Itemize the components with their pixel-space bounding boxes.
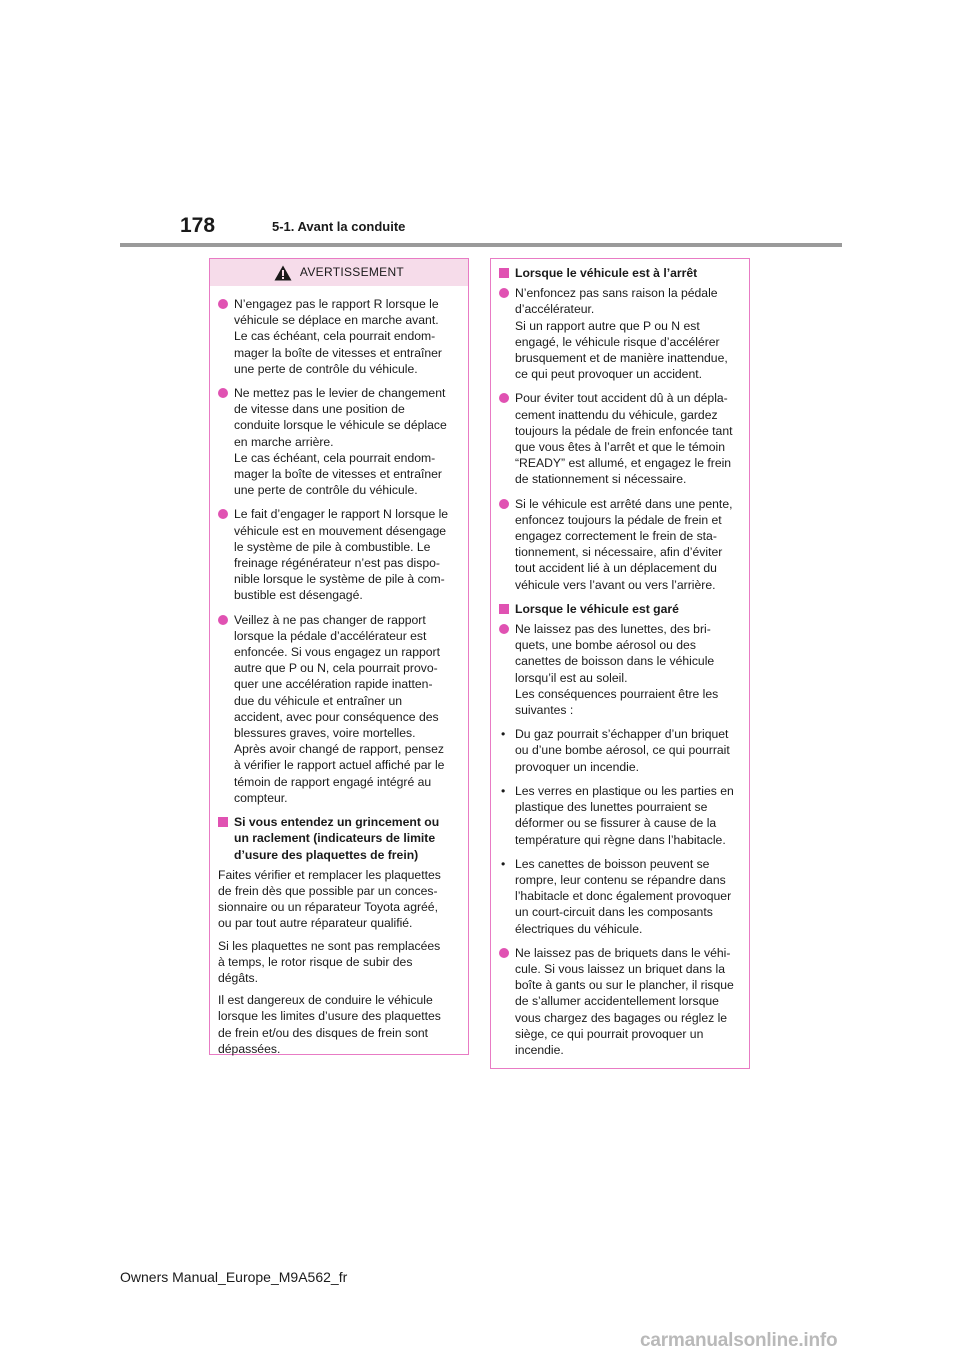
pink-dot-icon: [499, 288, 509, 298]
warning-triangle-icon: [274, 265, 292, 281]
consequence-item: [499, 726, 741, 775]
warning-item: [218, 296, 460, 377]
page-number: 178: [180, 214, 216, 237]
stopped-item: [499, 285, 741, 382]
pink-square-icon: [499, 268, 509, 278]
pink-dot-icon: [499, 393, 509, 403]
parked-item: [499, 621, 741, 718]
brake-heading: [218, 814, 460, 863]
section-title: 5-1. Avant la conduite: [272, 219, 406, 234]
stopped-item: [499, 496, 741, 593]
warning-item: [218, 385, 460, 498]
stopped-item: [499, 390, 741, 487]
warning-item: [218, 612, 460, 806]
stopped-text: Si le véhicule est arrêté dans une pente, enfoncez toujours la pédale de frein et engagez correctement le frein de sta- tionnement, si nécessaire, afin d’éviter tout accident lié à un déplacement du véhicule vers l’avant ou vers l’arrière.: [515, 496, 733, 592]
parked-text: Ne laissez pas des lunettes, des bri- quets, une bombe aérosol ou des canettes de boisson dans le véhicule lorsqu’il est au soleil. Les conséquences pourraient être les suivantes :: [515, 622, 719, 718]
warning-item: [218, 506, 460, 603]
lighter-text: Ne laissez pas de briquets dans le véhi- cule. Si vous laissez un briquet dans la boîte à gants ou sur le plancher, il risque de s’allumer accidentellement lorsque vous chargez des bagages ou réglez le siège, ce qui pourrait provoquer un incendie.: [515, 945, 734, 1057]
brake-paragraph: Faites vérifier et remplacer les plaquettes de frein dès que possible par un conces- sionnaire ou un réparateur Toyota agréé, ou par tout autre réparateur qualifié.: [218, 867, 441, 931]
pink-dot-icon: [218, 615, 228, 625]
pink-square-icon: [218, 817, 228, 827]
footer-text: Owners Manual_Europe_M9A562_fr: [120, 1269, 348, 1285]
pink-dot-icon: [218, 299, 228, 309]
pink-dot-icon: [218, 509, 228, 519]
stopped-heading: [499, 265, 741, 281]
warning-text: Ne mettez pas le levier de changement de vitesse dans une position de conduite lorsque le véhicule se déplace en marche arrière. Le cas échéant, cela pourrait endom- mager la boîte de vitesses et entraîner une perte de contrôle du véhicule.: [234, 386, 447, 498]
consequence-text: Les canettes de boisson peuvent se rompre, leur contenu se répandre dans l’habitacle et donc également provoquer un court-circuit dans les composants électriques du véhicule.: [515, 856, 732, 936]
consequence-text: Les verres en plastique ou les parties en plastique des lunettes pourraient se déformer ou se fissurer à cause de la température qui règne dans l’habitacle.: [515, 783, 734, 847]
brake-paragraph: Il est dangereux de conduire le véhicule lorsque les limites d’usure des plaquettes de frein et/ou des disques de frein sont dépassées.: [218, 993, 441, 1056]
brake-paragraph: Si les plaquettes ne sont pas remplacées à temps, le rotor risque de subir des dégâts.: [218, 938, 441, 985]
stopped-text: N’enfoncez pas sans raison la pédale d’accélérateur. Si un rapport autre que P ou N est engagé, le véhicule risque d’accélérer brusquement et de manière inattendue, ce qui peut provoquer un accident.: [515, 286, 728, 382]
pink-dot-icon: [499, 499, 509, 509]
pink-dot-icon: [499, 624, 509, 634]
bullet-marker: •: [501, 727, 506, 742]
header-rule: [120, 243, 842, 247]
consequence-text: Du gaz pourrait s’échapper d’un briquet ou d’une bombe aérosol, ce qui pourrait provoquer un incendie.: [515, 727, 730, 774]
consequence-item: [499, 856, 741, 937]
warning-text: Veillez à ne pas changer de rapport lorsque la pédale d’accélérateur est enfoncée. Si vous engagez un rapport autre que P ou N, cela pourrait provo- quer une accélération rapide inatten- due du véhicule et entraîner un accident, avec pour conséquence des blessures graves, voire mortelles. Après avoir changé de rapport, pensez à vérifier le rapport actuel affiché par le témoin de rapport engagé intégré au compteur.: [234, 612, 445, 805]
parked-heading: [499, 601, 741, 617]
bullet-marker: •: [501, 783, 506, 798]
parked-heading-text: Lorsque le véhicule est garé: [515, 601, 679, 616]
bullet-marker: •: [501, 856, 506, 871]
stopped-heading-text: Lorsque le véhicule est à l’arrêt: [515, 266, 698, 280]
warning-text: N’engagez pas le rapport R lorsque le véhicule se déplace en marche avant. Le cas échéant, cela pourrait endom- mager la boîte de vitesses et entraîner une perte de contrôle du véhicule.: [234, 297, 442, 376]
warning-header: [210, 259, 468, 286]
warning-box-continued: [490, 258, 750, 1069]
warning-label: AVERTISSEMENT: [299, 265, 405, 280]
warning-text: Le fait d’engager le rapport N lorsque le véhicule est en mouvement désengage le système de pile à combustible. Le freinage régénérateur n’est pas dispo- nible lorsque le système de pile à com- bustible est désengagé.: [234, 507, 449, 603]
watermark: carmanualsonline.info: [640, 1330, 838, 1351]
warning-box: [209, 258, 469, 1055]
stopped-text: Pour éviter tout accident dû à un dépla- cement inattendu du véhicule, gardez toujours la pédale de frein enfoncée tant que vous êtes à l’arrêt et que le témoin “READY” est allumé, et engagez le frein de stationnement si nécessaire.: [515, 391, 733, 487]
pink-square-icon: [499, 604, 509, 614]
pink-dot-icon: [218, 388, 228, 398]
brake-heading-text: Si vous entendez un grincement ou un raclement (indicateurs de limite d’usure des plaquettes de frein): [234, 815, 440, 862]
consequence-item: [499, 783, 741, 848]
pink-dot-icon: [499, 948, 509, 958]
lighter-item: [499, 945, 741, 1058]
